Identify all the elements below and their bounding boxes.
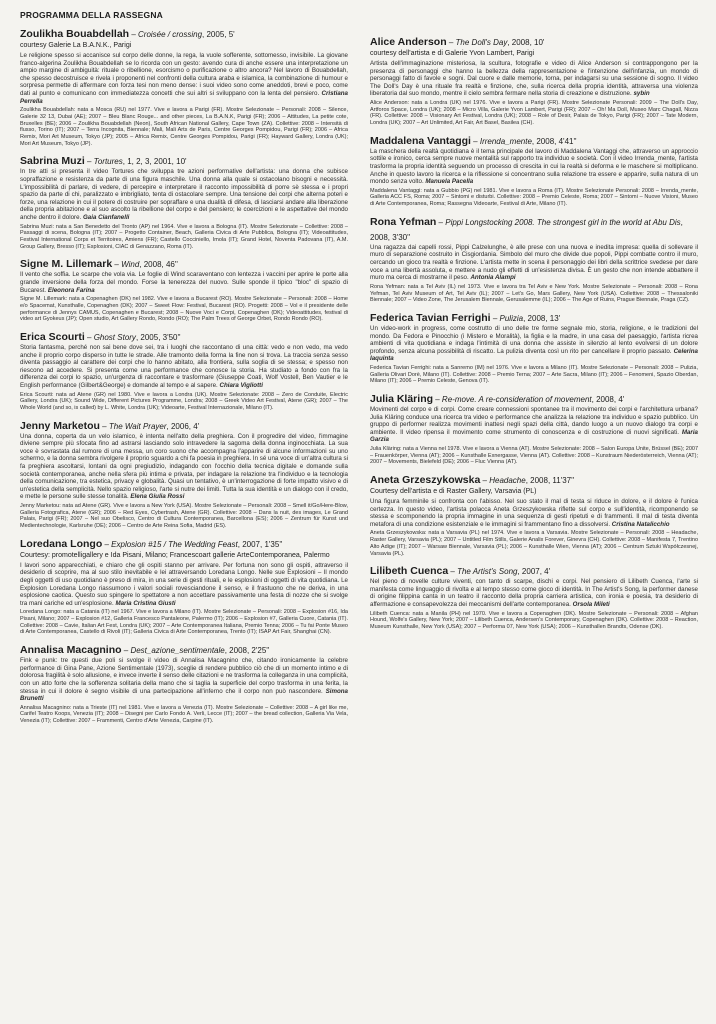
program-entry — [370, 472, 698, 557]
entry-heading: Sabrina Muzi – Tortures, 1, 2, 3, 2001, 10' — [20, 155, 187, 168]
entry-heading: Alice Anderson – The Doll's Day, 2008, 10' — [370, 36, 545, 48]
right-column — [370, 34, 698, 1018]
entry-heading: Erica Scourti – Ghost Story, 2005, 3'50'' — [20, 330, 181, 343]
work-year-duration: 2005, 3'50'' — [140, 332, 181, 342]
entry-heading: Jenny Marketou – The Wait Prayer, 2006, 4' — [20, 419, 200, 432]
work-title: Re-move. A re-consideration of movement — [441, 395, 592, 405]
entry-heading: Julia Kläring – Re-move. A re-consideration of movement, 2008, 4' — [370, 393, 625, 406]
entry-description — [20, 433, 348, 501]
description-text: Il vento che soffia. Le scarpe che vola via. Le foglie di Wind scaraventano con lentezza i vaccini per aprire le porte alla grande inversione della forza del mondo. Forse la tenerezza del nuovo. Sulle sponde il tipico "bloc" di spazio di Bucarest. — [20, 271, 348, 294]
courtesy-line: Courtesy dell'artista e di Raster Gallery, Varsavia (PL) — [370, 488, 537, 496]
entry-description — [20, 657, 348, 703]
description-author: Maria Cristina Giusti — [115, 599, 176, 607]
work-year-duration: 2007, 1'35'' — [242, 539, 283, 549]
artist-name: Loredana Longo — [20, 537, 103, 550]
program-entry — [20, 26, 348, 147]
entry-description — [370, 60, 698, 98]
work-title: The Artist's Song — [457, 567, 518, 577]
entry-description — [370, 148, 698, 186]
program-entry — [20, 329, 348, 412]
entry-heading: Rona Yefman – Pippi Longstocking 2008. The strongest girl in the world at Abu Dis, 2008, 3'30'' — [370, 215, 683, 242]
artist-name: Julia Kläring — [370, 393, 434, 406]
entry-heading: Annalisa Macagnino – Dest_azione_sentimentale, 2008, 2'25'' — [20, 644, 270, 657]
work-year-duration: 2008, 46'' — [143, 260, 178, 270]
entry-heading: Federica Tavian Ferrighi – Pulizia, 2008, 13' — [370, 311, 561, 324]
artist-name: Aneta Grzeszykowska — [370, 474, 481, 487]
program-entry — [20, 536, 348, 636]
work-title: Irrenda_mente — [479, 136, 532, 146]
artist-name: Signe M. Lillemark — [20, 258, 113, 271]
description-text: Fink e punk: tre questi due poli si svolge il video di Annalisa Macagnino che, citando ironicamente la celebre performance di Gina Pane, Azione Sentimentale (1973), sceglie di rendere pubblico ciò che di un momento intimo e di dolorosa fragilità è solo allusione, e invece inverte il senso delle citazioni e ne trasforma la colleganza in una complicità, con un atto forte che la sofferenza solitaria della mano che si taglia la superficie del corpo trasforma in una ferita, la stessa in cui il dolore è segno visibile di una partecipazione all'inferno che il corpo non può nascondere. — [20, 657, 348, 695]
work-title: Wind — [121, 260, 140, 270]
page-title: PROGRAMMA DELLA RASSEGNA — [20, 10, 164, 20]
courtesy-line: courtesy dell'artista e di Galerie Yvon Lambert, Parigi — [370, 50, 535, 57]
description-text: Artista dell'immaginazione misteriosa, la scultura, fotografie e video di Alice Anderson si contrappongono per la presenza di personaggi che hanno la bellezza della rappresentazione e l'intenzione dell'infanzia, un mondo di personaggi fatto di favole e sogni. Dal cuore e dalle memorie, torna, per indagarsi su una sessione di sogno. Il video The Doll's Day è una rituale fra realtà e finzione, che, sulla ricerca della propria identità, attraversa una violenza liberatoria dal suo mondo, mentre il cielo sembra fermare nella storia di creazione e distruzione. — [370, 60, 698, 98]
program-entry — [370, 214, 698, 304]
entry-heading: Zoulikha Bouabdellah – Croisée / crossing, 2005, 5' — [20, 28, 235, 40]
artist-name: Federica Tavian Ferrighi — [370, 311, 491, 324]
artist-name: Alice Anderson — [370, 36, 447, 48]
description-author: Cristiana Perrella — [20, 89, 348, 105]
artist-bio: Erica Scourti: nata ad Atene (GR) nel 1980. Vive e lavora a Londra (UK). Mostre Selezionate: 2008 – Zero de Conduite, Electric Gallery, Londra (UK); Sound Wide, Different Pictures Programme, Londra; 2008 – Greek Video Art Festival, Atene (GR); 2007 – The Whole World (and so, is called) by L. White, Londra (UK); Videoarte, Festival Internazionale, Milano (IT). — [20, 391, 348, 411]
description-author: Simona Brunetti — [20, 687, 348, 703]
artist-bio: Federica Tavian Ferrighi: nata a Sanremo (IM) nel 1976. Vive e lavora a Milano (IT). Mostre Selezionate – Personali: 2008 – Pulizia, Galleria Olivari Dorè, Milano (IT). Collettive: 2008 – Premio Terna; 2007 – Arte Sacra, Milano (IT); 2006 – Fenomeni, Spazio Oberdan, Milano (IT); 2006 – Premio Celeste, Genova (IT). — [370, 364, 698, 385]
program-entry — [20, 256, 348, 323]
description-author: Orsola Mileti — [572, 601, 610, 609]
work-year-duration: 2008, 10' — [511, 38, 545, 47]
artist-bio: Lilibeth Cuenca: nata a Manila (PH) nel 1970. Vive e lavora a Copenaghen (DK). Mostre Selezionate – Personali: 2008 – Afghan Hound, Wolfe's Gallery, New York; 2007 – Lilibeth Cuenca, Andersen's Contemporary, Copenaghen (DK). Collettive: 2008 – Reaction, Museum Kunsthalle, New York (USA); 2007 – Performa 07, New York (USA); 2006 – Kunsthallen Brandts, Odense (DK). — [370, 610, 698, 631]
artist-name: Jenny Marketou — [20, 419, 100, 432]
description-text: Le religione spesso si accanisce sul corpo delle donne, la rega, la vuole sofferente, sottomesso, invisibile. La giovane franco-algerina Zoulikha Bouabdellah se lo ricorda con un gesto: avendo cura di anche essere una interpretazione un ampio margine di ambiguità: rituale o ribellione, esorcismo o purificazione o altro ancora? Nel lavoro di Bouabdellah, che spesso decostruisce e rivela i proponenti nel confronti della cultura araba e islamica, la combinazione di humour e sorpresa permette di affermare con forza tesi non meno dense: i suoi video sono come aneddoti, brevi e poco, come dati al punto e comunicano con immediatezza concetti che sui altri si sviluppano con la lenta del pensiero. — [20, 52, 348, 97]
artist-bio: Maddalena Vantaggi: nata a Gubbio (PG) nel 1981. Vive e lavora a Roma (IT). Mostre Selezionate Personali: 2008 – Irrenda_mente, Galleria ACC FS, Roma; 2007 – Sintomi e disturbi. Collettive: 2008 – Premio Celeste, Roma; 2007 – Sintomi – Nuove Visioni, Museo di Arte Contemporanea, Roma; Rassegna Videoarte, Festival di Arte, Milano (IT). — [370, 187, 698, 208]
program-entry — [20, 642, 348, 725]
description-text: Nel pieno di novelle culture viventi, con tanto di scarpe, dischi e corpi. Nel pensiero di Lilibeth Cuenca, l'arte si manifesta come linguaggio di rivolta e al tempo stesso come gioco di identità. In The Artist's Song, la performer danese di origine filippina canta in un teatro il racconto della propria carriera artistica, con ironia e poesia, tra desiderio di affermazione e consapevolezza dei meccanismi dell'arte contemporanea. — [370, 578, 698, 609]
description-text: Storia fantasma, perché non sai bene dove sei, tra i luoghi che raccontano di una città: vedo e non vedo, ma vedo anche il proprio corpo disperso in tutte le strade. Alle tramonto della forma la fine non si trova. La traccia senza sesso diventa passaggio al carattere dei corpi che lo hanno abitato, alla frontiera, sulla soglia di se stessa; e spesso non riescono ad accedere. Si presenta come una performance che conosce la storia. Ha studiato a fondo con fra la differenza dei corpi lo spazio, un'urgenza di raccontare e trasformare (Giuseppe Coati, Wolf Vostell, Ben Vautier e le English performance (Gilbert&George) e domande al tempo e al sapere. — [20, 343, 348, 389]
entry-description — [370, 406, 698, 444]
description-author: Elena Giulia Rossi — [130, 493, 185, 501]
work-title: The Wait Prayer — [108, 421, 167, 431]
artist-bio: Annalisa Macagnino: nata a Trieste (IT) nel 1981. Vive e lavora a Venezia (IT). Mostre Selezionate – Collettive: 2008 – A girl like me, Carifel Teatro Koops, Venezia (IT); 2008 – Disegni per Carlo Fondo A. Verli, Lecce (IT); 2007 – the bread collection, Galleria Via Vela, Venezia (IT); Collettive: 2007 – Frammenti, Centro d'Arte Venezia, Carpine (IT). — [20, 704, 348, 725]
artist-name: Erica Scourti — [20, 330, 85, 343]
program-entry — [370, 133, 698, 208]
entry-heading: Signe M. Lillemark – Wind, 2008, 46'' — [20, 258, 178, 271]
artist-name: Lilibeth Cuenca — [370, 565, 449, 578]
description-author: Chiara Vigliotti — [219, 381, 263, 389]
program-entry — [370, 310, 698, 385]
courtesy-line: Courtesy: promotelligallery e Ida Pisani, Milano; Francescoart gallerie ArteContemporanea, Palermo — [20, 551, 330, 559]
artist-name: Zoulikha Bouabdellah — [20, 28, 130, 40]
entry-description — [20, 271, 348, 294]
entry-description — [370, 498, 698, 528]
description-text: In tre atti si presenta il video Tortures che sviluppa tre azioni performative dell'artista: una donna che subisce sopraffazione e resistenza da parte di una figura maschile. Una donna alla quale si ostacolano bisogni e necessità. L'impossibilità di parlare, di vedere, di percepire e interpretare il racconto impossibilità di porre sè stessa e i propri spazio da parte di chi, paralizzato e imbrigliato, tenta di ostacolare sempre. Una tensione dei corpi che alterna poteri e forze, una relazione in cui il potere di costruire per sopraffare e una dualità di difesa, di lasciarsi andare alla liberazione della propria abitazione e al suo ascolto la ribellione del corpo e del pensiero; le coercizioni e le aspettative del mondo anche dentro il dolore. — [20, 168, 348, 221]
artist-bio: Sabrina Muzi: nata a San Benedetto del Tronto (AP) nel 1964. Vive e lavora a Bologna (IT). Mostre Selezionate – Collettive: 2008 – Passaggi di scena, Bologna (IT); 2007 – Progetto Container, Beach, Galleria Civica di Arte Pubblica, Bologna (IT); Videoattitudes, Festival International Corps et Territoires, Amiens (FR); Castello Cocciniello, Imola (IT); Grand Hotel, Noventa Padovana (IT), A.M. Group Gallery, Bresso (IT); Esplosioni, CIAC di Genazzano, Roma (IT). — [20, 223, 348, 250]
description-author: Celerina Iaquinta — [370, 347, 698, 363]
artist-bio: Rona Yefman: nata a Tel Aviv (IL) nel 1973. Vive e lavora tra Tel Aviv e New York. Mostre Selezionate – Personali: 2008 – Rona Yefman, Tel Aviv Museum of Art, Tel Aviv (IL); 2007 – Let's Go, Mars Gallery, New York (USA). Collettive: 2008 – Thessaloniki Biennale; 2007 – Video Zone, The Jerusalem Biennale, Gerusalemme (IL); 2006 – The Age of Ruins, Prague Biennale, Praga (CZ). — [370, 283, 698, 304]
description-text: I lavori sono apparecchiati, e chiaro che gli ospiti stanno per arrivare. Per fortuna non sono gli ospiti, attraverso il desiderio di scoprire, ma al suo stilo inevitabile e lei attraversando Loredana Longo. Nelle sue Explosioni – Il mondo degli oggetti di uso quotidiano è preso di mira, in una serie di gesti rituali, e le esplosioni di oggetti di vita quotidiana. Le Explosion Loredana Longo riassumono i valori sociali rovesciandone il senso, e il frastuono che ne deriva, in una esplosione caotica. Questo suo spingere lo spettatore a non accettare passivamente una festa di nozze che si svolge tra mani cariche ed un'esplosione. — [20, 561, 348, 607]
description-text: Una figura femminile si confronta con l'abisso. Nel suo stato il mal di testa si riduce in dolore, e il dolore è l'unica certezza. In questo video, l'artista polacca Aneta Grzeszykowska riflette sul corpo e sull'identità, ricomponendo se stessa e scomponendo la propria immagine in una sequenza di gesti ripetuti e di frammenti. Il mal di testa diventa metafora di una condizione esistenziale e le immagini si frammentano fino a dissolversi. — [370, 498, 698, 528]
artist-name: Maddalena Vantaggi — [370, 134, 471, 147]
artist-bio: Alice Anderson: nata a Londra (UK) nel 1976. Vive e lavora a Parigi (FR). Mostre Selezionate Personali: 2009 – The Doll's Day, Artforos Space, Londra (UK); 2008 – Micro Villa, Galerie Yvon Lambert, Parigi (FR); 2007 – Oh! Ma Doll, Museo Marc Chagall, Nizza (FR). Collettive: 2008 – Visionary Art Festival, Londra (UK); 2008 – Role of Desir, Palais de Tokyo, Parigi (FR); 2007 – Tate Modern, Londra (UK); 2007 – Art Unlimited, Art Fair, Art Basel, Basilea (CH). — [370, 99, 698, 127]
description-author: Eleonora Farina — [47, 286, 95, 294]
description-author: sybin — [633, 90, 650, 98]
artist-name: Rona Yefman — [370, 215, 437, 228]
entry-description — [370, 578, 698, 608]
program-entry — [370, 563, 698, 630]
work-title: Headache — [489, 476, 526, 486]
artist-bio: Loredana Longo: nata a Catania (IT) nel 1967. Vive e lavora a Milano (IT). Mostre Selezionate – Personali: 2008 – Explosion #16, Ida Pisani, Milano; 2007 – Explosion #12, Galleria Francesco Pantaleone, Palermo (IT); 2006 – Explosion #7, Galleria Cuore, Catania (IT). Collettive: 2008 – Cavie, Italian Art Fest, Londra (UK); 2007 – Arte Contemporanea Italiana, Premio Tenna; 2006 – Tu fai Ponte Museo di Arte Contemporanea, Castello di Rivoli (IT); Galleria Civica di Arte Contemporanea, Trento (IT); ISAP Art Fair, Shanghai (CN). — [20, 609, 348, 636]
work-title: The Doll's Day — [455, 38, 508, 47]
entry-heading: Loredana Longo – Explosion #15 / The Wedding Feast, 2007, 1'35'' — [20, 537, 283, 550]
entry-description — [370, 244, 698, 282]
work-year-duration: 2008, 3'30'' — [370, 232, 411, 242]
work-title: Pulizia — [499, 313, 524, 323]
description-text: Una ragazza dai capelli rossi, Pippi Calzelunghe, è alle prese con una nuova e inedita impresa: quella di sollevare il muro di separazione costruito in Cisgiordania. Simbolo del muro che divide due popoli, Pippi combatte contro il muro, cercando un gioco tra realtà e finzione. L'artista mette in scena il personaggio dei libri della scrittrice svedese per dare voce a una libertà assoluta, e mettere a nudo gli effetti di un'esistenza divisa. È un gesto che non intende abbattere il muro ma cerca di mostrarne il peso. — [370, 243, 698, 282]
entry-description — [20, 344, 348, 390]
artist-name: Annalisa Macagnino — [20, 644, 122, 657]
artist-name: Sabrina Muzi — [20, 155, 85, 168]
entry-description — [370, 325, 698, 363]
artist-bio: Jenny Marketou: nata ad Atene (GR). Vive e lavora a New York (USA). Mostre Selezionate – Personali: 2008 – Smell it/Go/Here-Blow, Galleria Fotografica, Atene (GR); 2006 – Red Eyes, Cybertrash, Atene (GR). Collettive: 2008 – Dans la nuit, des images, Le Grand Palais, Parigi (FR); 2007 – Nel suo Obelisco, Centro di Cultura Contemporanea, Barcellona (ES); 2006 – Zentrum für Kunst und Medientechnologie, Karlsruhe (DE); 2006 – Centro de Arte Reina Sofia, Madrid (ES). — [20, 502, 348, 530]
work-year-duration: 1, 2, 3, 2001, 10' — [127, 157, 187, 167]
work-year-duration: 2008, 13' — [527, 313, 561, 323]
description-author: Gaia Cianfanelli — [82, 213, 130, 221]
description-text: Movimenti del corpo e di corpi. Come creare connessioni spontanee tra il movimento dei corpi e l'architettura urbana? Julia Kläring conduce una ricerca tra video e performance che analizza la relazione tra individuo e spazio pubblico. Un gruppo di performer realizza movimenti inattesi negli spazi della città, dando luogo a un nuovo dialogo tra corpi e ambiente. Il video ripensa il movimento come strumento di conoscenza e di costruzione di nuovi significati. — [370, 406, 698, 436]
program-entry — [370, 34, 698, 127]
work-year-duration: 2008, 11'37'' — [530, 476, 575, 486]
artist-bio: Aneta Grzeszykowska: nata a Varsavia (PL) nel 1974. Vive e lavora a Varsavia. Mostre Selezionate – Personali: 2008 – Headache, Raster Gallery, Varsavia (PL); 2007 – Untitled Film Stills, Galerie Analix Forever, Ginevra (CH). Collettive: 2008 – Manifesta 7, Trentino Alto Adige (IT); 2007 – Warsaw Biennale, Varsavia (PL); 2006 – Kunsthalle Wien, Vienna (AT); 2006 – Centrum Sztuki Współczesnej, Varsavia (PL). — [370, 530, 698, 557]
description-author: Manuela Pacella — [425, 178, 474, 186]
work-year-duration: 2008, 4'41'' — [536, 136, 577, 146]
description-text: La maschera della realtà quotidiana è il tema principale del lavoro di Maddalena Vantaggi che, attraverso un approccio sottile e ironico, cerca sempre nuove mentalità sul rapporto tra individuo e società. Con il video Irrenda_mente, l'artista trasforma la propria identità seguendo un processo di crescita in cui la realtà si deforma e le maschere si moltiplicano. Anche in questo lavoro la ricerca e la riflessione si concentrano sulla relazione tra essere e apparire, sulla natura di un mondo senza volto. — [370, 147, 698, 186]
entry-description — [20, 52, 348, 105]
description-author: Maria Garzia — [370, 428, 698, 444]
description-author: Cristina Natalicchio — [611, 520, 670, 528]
description-text: Un video-work in progress, come costrutto di uno delle tre forme segnale mio, storia, religione, e le tradizioni del mondo. Da Fedora e Pinocchio (i Mistero e Moralità), la figlia e la madre, in una casa del paesaggio, l'artista ricrea ambienti di vita quotidiana e indaga l'intimità di una donna che assiste in silenzio al lento evolversi di un dolore profondo, senza alcuna possibilità di riscatto. La pulizia diventa così un rito per cancellare il proprio passato. — [370, 324, 698, 355]
entry-heading: Aneta Grzeszykowska – Headache, 2008, 11'37'' — [370, 474, 575, 487]
work-year-duration: 2008, 4' — [596, 395, 625, 405]
artist-bio: Zoulikha Bouabdellah: nata a Mosca (RU) nel 1977. Vive e lavora a Parigi (FR). Mostre Selezionate – Personali: 2008 – Silence, Galerie 32 13, Dubai (AE); 2007 – Bleu Blanc Rouge... and other pieces, La B.A.N.K, Parigi (FR); 2006 – Attitudes, La petite cote, Bruxelles (BE); 2006 – Zoulikha Bouabdellah (Neon), South African National Gallery, Cape Town (ZA). Collettive: 2008 – Intensità di flusso, Torino (IT); 2007 – Terra Incognita, Biennale; Mali, Mali Arts de Paris, Centre Georges Pompidou, Parigi (FR); 2006 – Africa Remix, Mori Art Museum, Tokyo (JP); 2005 – Africa Remix, Centre Georges Pompidou, Parigi (FR); Hayward Gallery, Londra (UK); Mori Art Museum, Tokyo (JP). — [20, 107, 348, 147]
work-title: Tortures — [93, 157, 123, 167]
entry-description — [20, 562, 348, 608]
artist-bio: Julia Kläring: nata a Vienna nel 1978. Vive e lavora a Vienna (AT). Mostre Selezionate: 2008 – Salon Europa Unite, Brüssel (BE); 2007 – Frauenkörper, Vienna (AT); 2006 – Kunsthalle Exnergasse, Vienna (AT). Collettive: 2008 – Kunstraum Niederösterreich, Vienna (AT); 2007 – Movements, Bielefeld (DE); 2006 – Fluc Vienna (AT). — [370, 445, 698, 466]
work-year-duration: 2007, 4' — [521, 567, 551, 577]
left-column — [20, 26, 348, 1018]
program-entry — [370, 391, 698, 466]
entry-description — [20, 168, 348, 221]
work-year-duration: 2008, 2'25'' — [229, 646, 270, 656]
description-text: Una donna, coperta da un velo islamico, è intenta nell'atto della preghiera. Con il progredire del video, l'immagine diviene sempre più sfocata fino ad astrarsi lasciando solo intravedere la sagoma della donna inginocchiata. La sua voce è sovrastata dal rumore di una messa, un coro suono che accompagna l'apparire di alcune informazioni su uno schermo, e la donna sembra rivolgere il proprio sguardo a chi fa poesia in preghiera. In sé una voce di un'altra cultura si fa preghiera ascoltarsi, lontani da ogni pregiudizio, indagando con l'occhio della tecnica digitale e domande sulla società contemporanea, anche nella sfera più intima e privata, per indagare la relazione tra l'individuo e la tecnologia della comunicazione, tra estetica, privacy e globalità. Quasi un tentativo, è un'interrogazione di forte impatto visivo e di un'estetica della semplicità. Nello spazio religioso, l'arte si nutre dei limiti. Tutta la sua identità e un dialogo con il credo, e mette le persone sulle stesse tonalità. — [20, 432, 348, 501]
courtesy-line: courtesy Galerie La B.A.N.K., Parigi — [20, 42, 132, 49]
artist-bio: Signe M. Lillemark: nata a Copenaghen (DK) nel 1982. Vive e lavora a Bucarest (RO). Mostre Selezionate – Personali: 2008 – Home e/o Spacemat, Kunsthalle, Copenaghen (DK); 2007 – Sweet Flow: Festival, Bucarest (RO). Progetti: 2008 – Vol e il presidente delle performance di Jennys CAMUS, Copenaghen e Bucarest; 2008 – Nuove Voci e Corpi, Copenaghen (DK); Videoattitudes, festival di video art Gyokeus (JP); Open studio, Art Gallery Rondo, Rondo (RO); The Palm Trees of George Orbet, Rondo Rondo (RO). — [20, 296, 348, 323]
work-year-duration: 2006, 4' — [170, 421, 200, 431]
work-title: Pippi Longstocking 2008. The strongest girl in the world at Abu Dis — [445, 217, 681, 227]
work-title: Dest_azione_sentimentale — [130, 646, 225, 656]
work-title: Explosion #15 / The Wedding Feast — [111, 539, 238, 549]
description-author: Antonia Alampi — [470, 274, 516, 282]
program-entry — [20, 418, 348, 530]
work-title: Croisée / crossing — [138, 30, 203, 39]
entry-heading: Lilibeth Cuenca – The Artist's Song, 2007, 4' — [370, 565, 551, 578]
work-title: Ghost Story — [93, 332, 136, 342]
work-year-duration: 2005, 5' — [206, 30, 235, 39]
entry-heading: Maddalena Vantaggi – Irrenda_mente, 2008, 4'41'' — [370, 134, 577, 147]
program-entry — [20, 153, 348, 250]
